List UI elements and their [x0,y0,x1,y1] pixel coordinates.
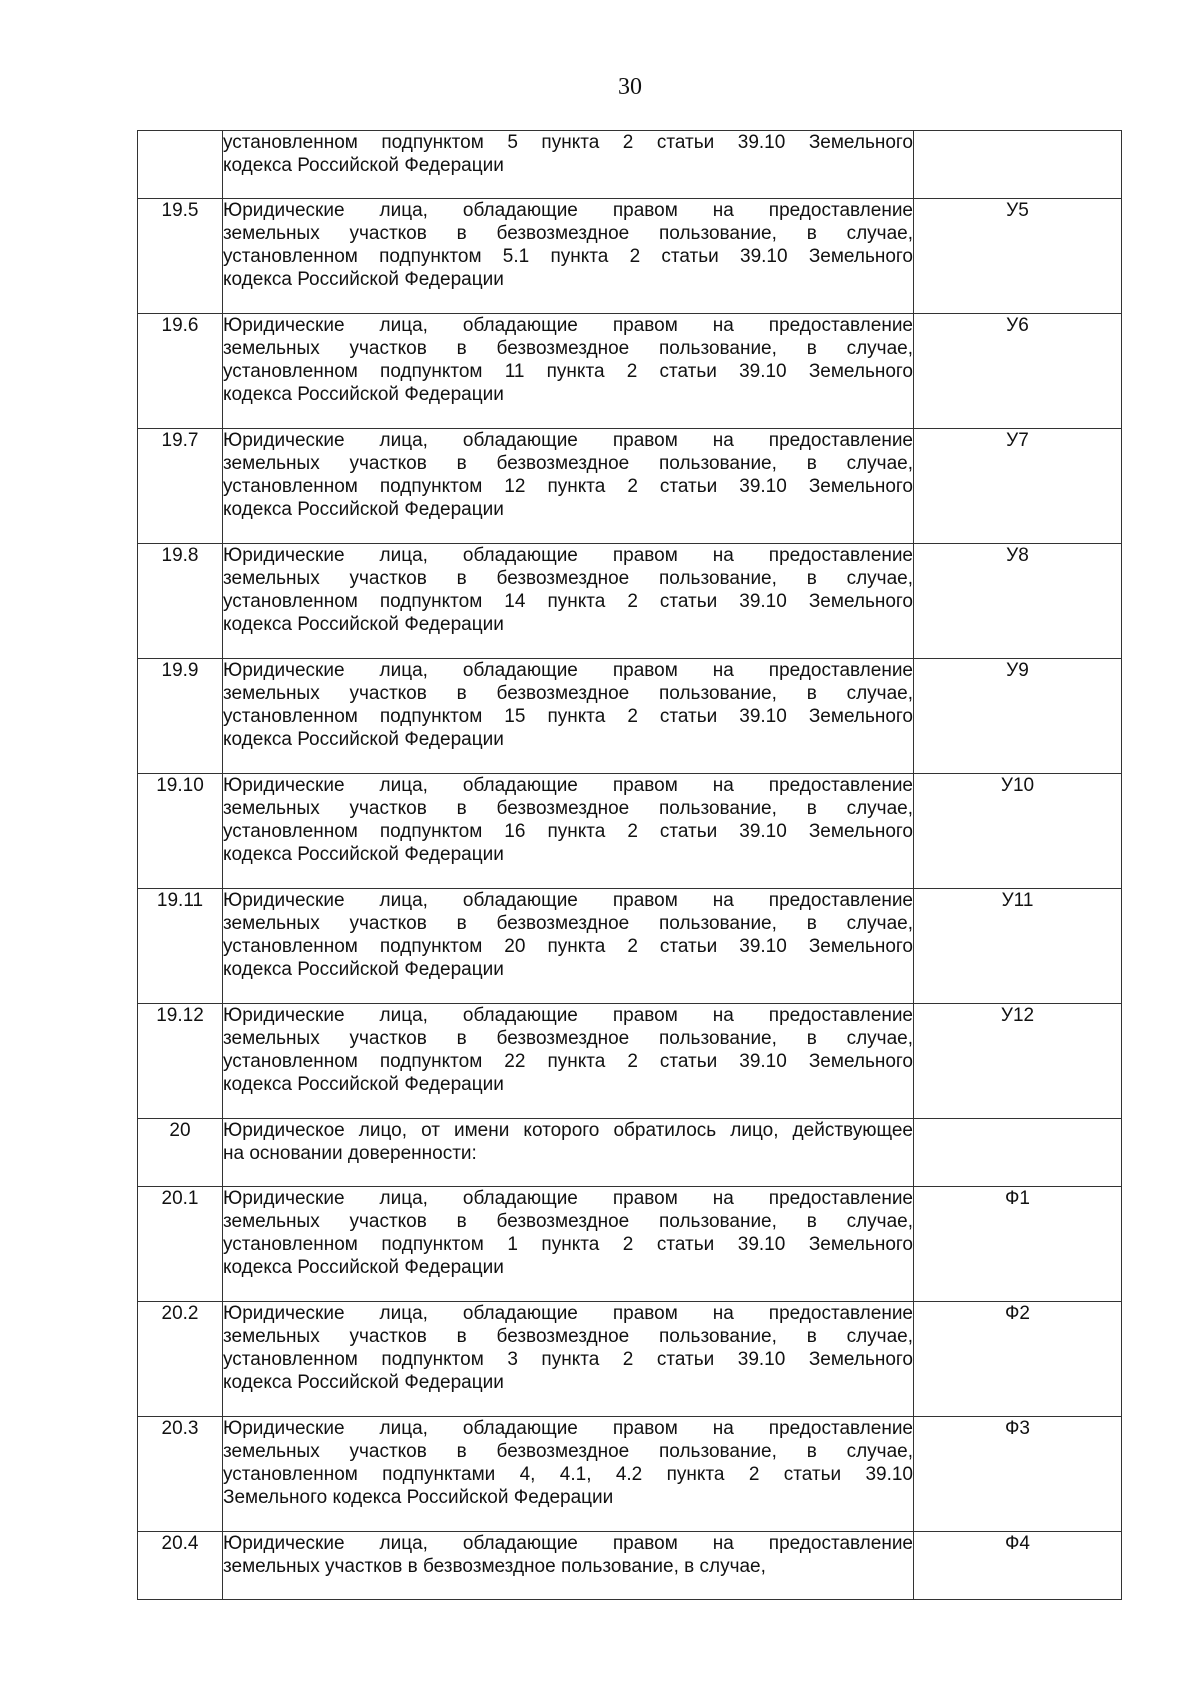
description-line: кодекса Российской Федерации [223,844,504,865]
row-description [223,1302,914,1417]
row-number: 20.3 [138,1417,223,1532]
row-number: 19.7 [138,429,223,544]
description-line: земельных участков в безвозмездное пользование, в случае, [223,1211,913,1232]
row-code: У7 [914,429,1122,544]
table-row [138,659,1122,774]
description-line: кодекса Российской Федерации [223,269,504,290]
description-line: Юридические лица, обладающие правом на предоставление [223,1533,913,1554]
row-number: 19.9 [138,659,223,774]
row-description [223,1532,914,1600]
description-line: земельных участков в безвозмездное пользование, в случае, [223,798,913,819]
row-code: Ф3 [914,1417,1122,1532]
table-row [138,1302,1122,1417]
description-line: установленном подпунктом 11 пункта 2 статьи 39.10 Земельного [223,361,913,382]
description-line: земельных участков в безвозмездное пользование, в случае, [223,223,913,244]
row-description [223,314,914,429]
description-line: на основании доверенности: [223,1143,477,1164]
table-row [138,1417,1122,1532]
row-code: У5 [914,199,1122,314]
row-code: У12 [914,1004,1122,1119]
row-description [223,429,914,544]
table-row [138,889,1122,1004]
description-line: земельных участков в безвозмездное пользование, в случае, [223,453,913,474]
description-line: установленном подпунктом 5.1 пункта 2 статьи 39.10 Земельного [223,246,913,267]
description-line: Юридические лица, обладающие правом на предоставление [223,315,913,336]
description-line: установленном подпунктом 20 пункта 2 статьи 39.10 Земельного [223,936,913,957]
table-row [138,314,1122,429]
description-line: установленном подпунктом 15 пункта 2 статьи 39.10 Земельного [223,706,913,727]
table-body [138,131,1122,1600]
description-line: Юридическое лицо, от имени которого обратилось лицо, действующее [223,1120,913,1141]
description-line: кодекса Российской Федерации [223,499,504,520]
description-line: кодекса Российской Федерации [223,1257,504,1278]
description-line: земельных участков в безвозмездное пользование, в случае, [223,1028,913,1049]
table-row [138,199,1122,314]
description-line: кодекса Российской Федерации [223,614,504,635]
description-line: установленном подпунктом 3 пункта 2 статьи 39.10 Земельного [223,1349,913,1370]
description-line: Юридические лица, обладающие правом на предоставление [223,1418,913,1439]
description-line: установленном подпунктом 12 пункта 2 статьи 39.10 Земельного [223,476,913,497]
row-number [138,131,223,199]
description-line: земельных участков в безвозмездное пользование, в случае, [223,1441,913,1462]
description-line: Юридические лица, обладающие правом на предоставление [223,660,913,681]
row-number: 19.8 [138,544,223,659]
description-line: Юридические лица, обладающие правом на предоставление [223,1303,913,1324]
row-code: У8 [914,544,1122,659]
row-code: Ф1 [914,1187,1122,1302]
row-description [223,1187,914,1302]
row-description [223,1004,914,1119]
row-number: 20.4 [138,1532,223,1600]
row-description [223,1119,914,1187]
description-line: Юридические лица, обладающие правом на предоставление [223,200,913,221]
description-line: Юридические лица, обладающие правом на предоставление [223,775,913,796]
row-code: У10 [914,774,1122,889]
description-line: установленном подпунктом 1 пункта 2 статьи 39.10 Земельного [223,1234,913,1255]
row-description [223,889,914,1004]
row-description [223,544,914,659]
row-number: 19.5 [138,199,223,314]
row-code: У11 [914,889,1122,1004]
description-line: кодекса Российской Федерации [223,959,504,980]
description-line: земельных участков в безвозмездное пользование, в случае, [223,683,913,704]
row-code [914,1119,1122,1187]
description-line: установленном подпунктом 14 пункта 2 статьи 39.10 Земельного [223,591,913,612]
description-line: установленном подпунктом 5 пункта 2 статьи 39.10 Земельного [223,132,913,153]
row-number: 20 [138,1119,223,1187]
row-number: 19.12 [138,1004,223,1119]
table-row [138,544,1122,659]
description-line: Юридические лица, обладающие правом на предоставление [223,430,913,451]
description-line: установленном подпунктом 16 пункта 2 статьи 39.10 Земельного [223,821,913,842]
document-table [137,130,1122,1600]
description-line: Юридические лица, обладающие правом на предоставление [223,545,913,566]
description-line: Юридические лица, обладающие правом на предоставление [223,1188,913,1209]
row-description [223,1417,914,1532]
row-number: 19.10 [138,774,223,889]
description-line: земельных участков в безвозмездное пользование, в случае, [223,338,913,359]
table-row [138,1187,1122,1302]
table-row [138,774,1122,889]
row-description [223,131,914,199]
description-line: установленном подпунктами 4, 4.1, 4.2 пункта 2 статьи 39.10 [223,1464,913,1485]
description-line: установленном подпунктом 22 пункта 2 статьи 39.10 Земельного [223,1051,913,1072]
description-line: земельных участков в безвозмездное пользование, в случае, [223,1326,913,1347]
row-code: Ф4 [914,1532,1122,1600]
table-row [138,131,1122,199]
row-description [223,199,914,314]
row-description [223,659,914,774]
table-row [138,1004,1122,1119]
row-number: 20.2 [138,1302,223,1417]
row-description [223,774,914,889]
description-line: земельных участков в безвозмездное пользование, в случае, [223,913,913,934]
page-number: 30 [618,74,642,100]
description-line: кодекса Российской Федерации [223,384,504,405]
row-code: Ф2 [914,1302,1122,1417]
description-line: кодекса Российской Федерации [223,729,504,750]
row-code: У9 [914,659,1122,774]
row-number: 20.1 [138,1187,223,1302]
description-line: кодекса Российской Федерации [223,1074,504,1095]
row-number: 19.11 [138,889,223,1004]
row-number: 19.6 [138,314,223,429]
row-code: У6 [914,314,1122,429]
row-code [914,131,1122,199]
description-line: Юридические лица, обладающие правом на предоставление [223,1005,913,1026]
description-line: Земельного кодекса Российской Федерации [223,1487,614,1508]
description-line: кодекса Российской Федерации [223,1372,504,1393]
table-row [138,1119,1122,1187]
table-row [138,1532,1122,1600]
table-row [138,429,1122,544]
description-line: земельных участков в безвозмездное пользование, в случае, [223,568,913,589]
description-line: земельных участков в безвозмездное пользование, в случае, [223,1556,766,1577]
description-line: Юридические лица, обладающие правом на предоставление [223,890,913,911]
description-line: кодекса Российской Федерации [223,155,504,176]
